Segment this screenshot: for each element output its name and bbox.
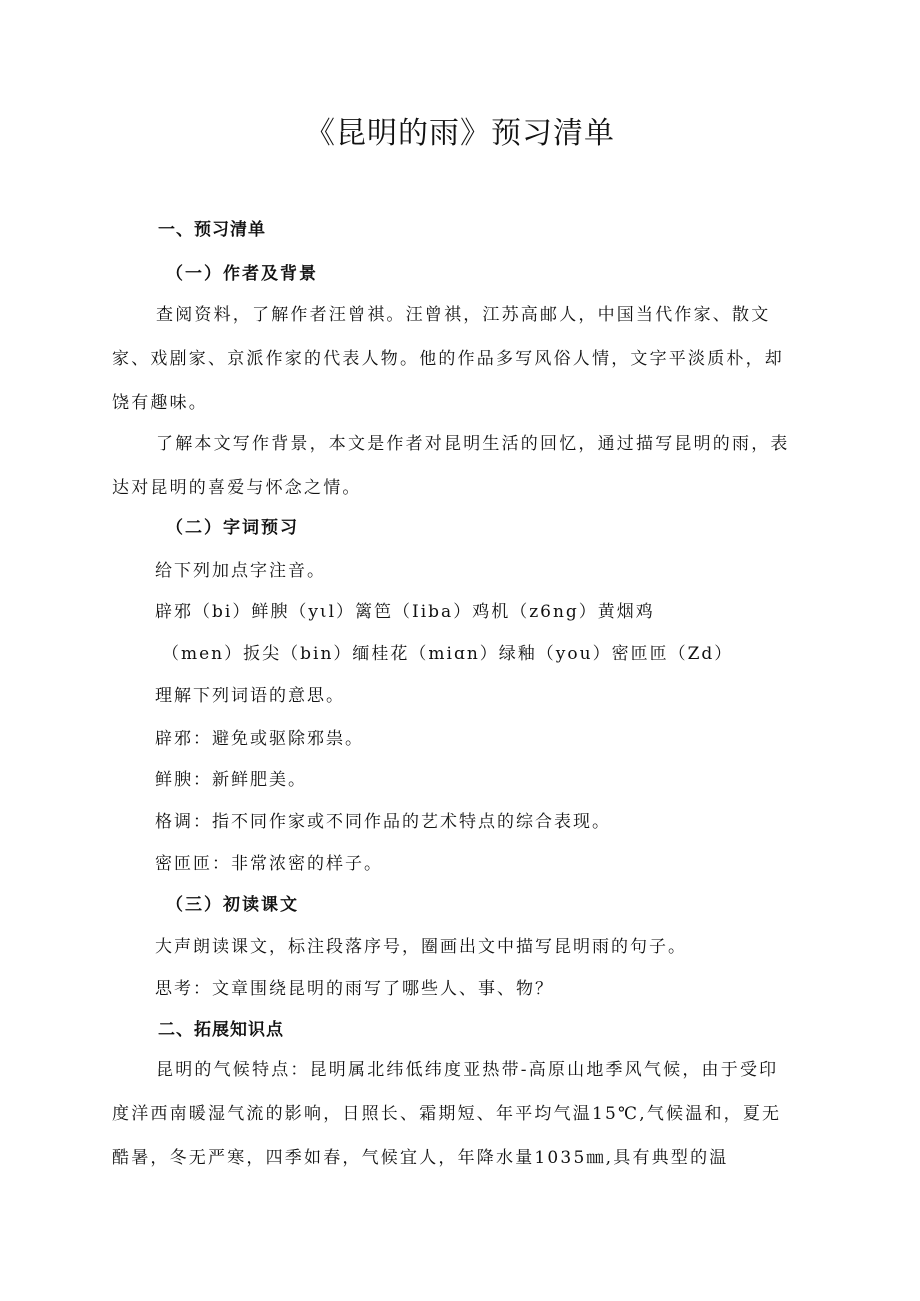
definition-bixie: 辟邪：避免或驱除邪祟。 <box>155 729 364 749</box>
pinyin-line-1: 辟邪（bi）鲜腴（yιl）篱笆（Iiba）鸡机（z6ng）黄烟鸡 <box>155 602 655 622</box>
definition-xianyu: 鲜腴：新鲜肥美。 <box>155 770 307 790</box>
paragraph-background: 了解本文写作背景，本文是作者对昆明生活的回忆，通过描写昆明的雨，表达对昆明的喜爱与怀念之情。 <box>112 434 790 498</box>
reading-task: 大声朗读课文，标注段落序号，圈画出文中描写昆明雨的句子。 <box>155 937 687 957</box>
subsection-heading-vocabulary: （二）字词预习 <box>166 518 299 538</box>
pinyin-line-2: （men）扳尖（bin）缅桂花（miɑn）绿釉（you）密匝匝（Zd） <box>162 644 734 664</box>
definition-gediao: 格调：指不同作家或不同作品的艺术特点的综合表现。 <box>155 812 611 832</box>
definition-mizaza: 密匝匝：非常浓密的样子。 <box>155 854 383 874</box>
section-heading-preview: 一、预习清单 <box>158 220 266 240</box>
document-title: 《昆明的雨》预习清单 <box>305 116 615 151</box>
reading-question: 思考：文章围绕昆明的雨写了哪些人、事、物？ <box>155 979 554 999</box>
paragraph-climate: 昆明的气候特点：昆明属北纬低纬度亚热带-高原山地季风气候，由于受印度洋西南暖湿气流的影响，日照长、霜期短、年平均气温15℃,气候温和，夏无酷暑，冬无严寒，四季如春，气候宜人，年降水量1035㎜,具有典型的温 <box>112 1060 782 1168</box>
subsection-heading-author: （一）作者及背景 <box>166 264 318 284</box>
vocab-instruction-meaning: 理解下列词语的意思。 <box>155 686 345 706</box>
subsection-heading-first-reading: （三）初读课文 <box>166 895 299 915</box>
vocab-instruction-pinyin: 给下列加点字注音。 <box>155 561 326 581</box>
section-heading-extension: 二、拓展知识点 <box>158 1020 284 1040</box>
paragraph-author-intro: 查阅资料，了解作者汪曾祺。汪曾祺，江苏高邮人，中国当代作家、散文家、戏剧家、京派作家的代表人物。他的作品多写风俗人情，文字平淡质朴，却饶有趣味。 <box>112 305 784 413</box>
